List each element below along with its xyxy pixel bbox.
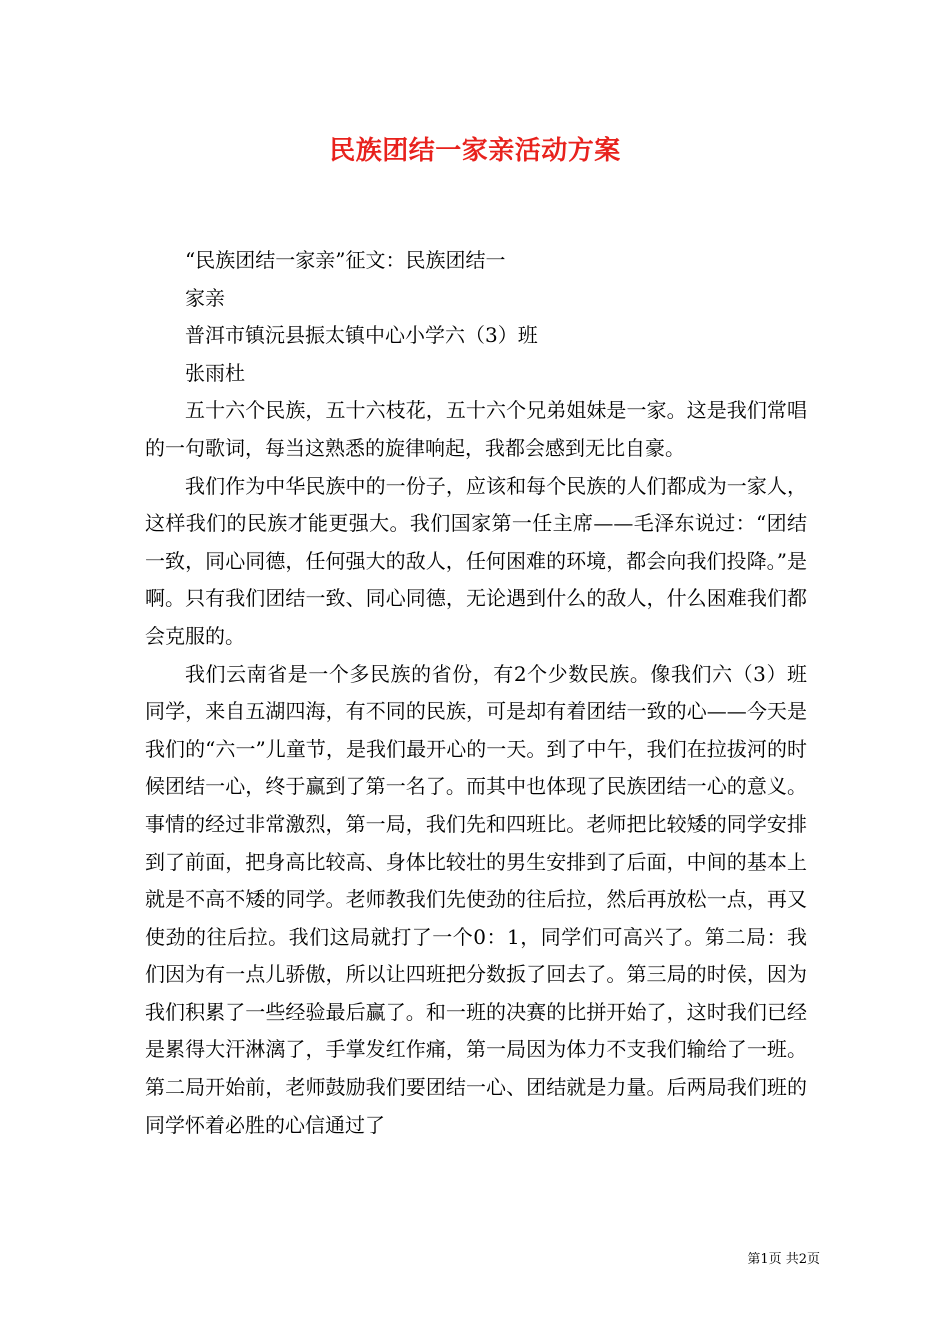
paragraph: 我们云南省是一个多民族的省份，有2个少数民族。像我们六（3）班同学，来自五湖四海，有不同的民族，可是却有着团结一致的心——今天是我们的“六一”儿童节，是我们最开心的一天。到了中午，我们在拉拔河的时候团结一心，终于赢到了第一名了。而其中也体现了民族团结一心的意义。事情的经过非常激烈，第一局，我们先和四班比。老师把比较矮的同学安排到了前面，把身高比较高、身体比较壮的男生安排到了后面，中间的基本上就是不高不矮的同学。老师教我们先使劲的往后拉，然后再放松一点，再又使劲的往后拉。我们这局就打了一个0：1，同学们可高兴了。第二局：我们因为有一点儿骄傲，所以让四班把分数扳了回去了。第三局的时侯，因为我们积累了一些经验最后赢了。和一班的决赛的比拼开始了，这时我们已经是累得大汗淋漓了，手掌发红作痛，第一局因为体力不支我们输给了一班。第二局开始前，老师鼓励我们要团结一心、团结就是力量。后两局我们班的同学怀着必胜的心信通过了 — [145, 661, 807, 1137]
document-title: 民族团结一家亲活动方案 — [329, 136, 621, 166]
essay-heading-line-1: “民族团结一家亲”征文：民族团结一 — [185, 248, 506, 272]
paragraph: 五十六个民族，五十六枝花，五十六个兄弟姐妹是一家。这是我们常唱的一句歌词，每当这熟悉的旋律响起，我都会感到无比自豪。 — [145, 398, 807, 460]
author-school: 普洱市镇沅县振太镇中心小学六（3）班 — [185, 323, 538, 348]
page-number: 第1页 共2页 — [747, 1252, 820, 1267]
author-name: 张雨杜 — [185, 360, 245, 385]
essay-heading-line-2: 家亲 — [185, 285, 225, 310]
document-body — [145, 242, 807, 1144]
paragraph: 我们作为中华民族中的一份子，应该和每个民族的人们都成为一家人，这样我们的民族才能更强大。我们国家第一任主席——毛泽东说过：“团结一致，同心同德，任何强大的敌人，任何困难的环境，都会向我们投降。”是啊。只有我们团结一致、同心同德，无论遇到什么的敌人，什么困难我们都会克服的。 — [145, 473, 807, 648]
